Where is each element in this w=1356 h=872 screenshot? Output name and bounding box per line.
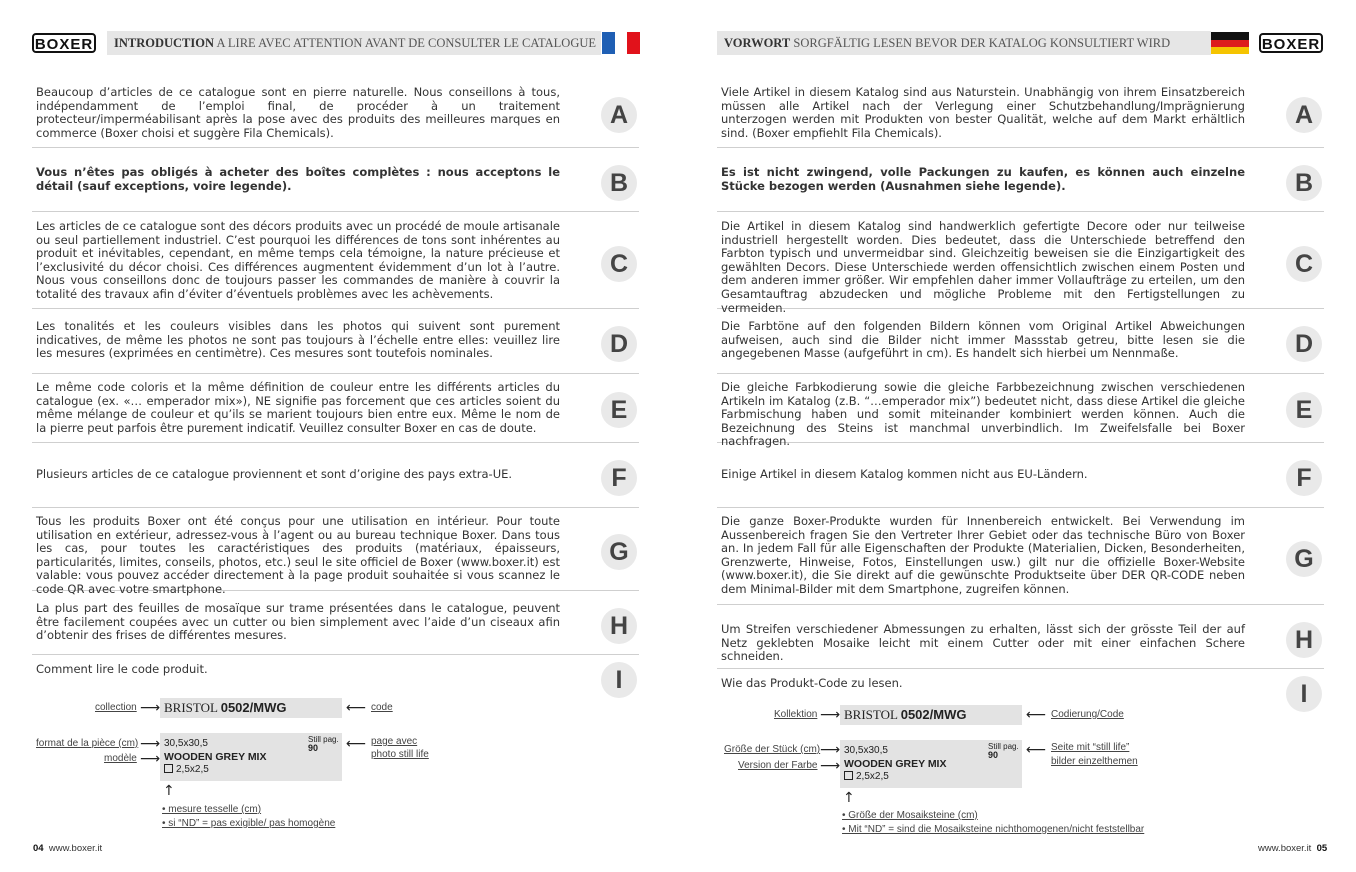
still-life-page	[308, 735, 339, 753]
section-letter-badge: D	[1286, 326, 1322, 362]
section-text: Die Farbtöne auf den folgenden Bildern können vom Original Artikel Abweichungen aufweisen, auch sind die Bilder nicht immer Massstab getreu, bitte lesen sie die angegebenen Masse (aufgeführt in cm). Es handelt sich hierbei um Nennmaße.	[721, 319, 1245, 361]
arrow-right-icon: ⟶	[820, 758, 841, 774]
section-d	[32, 309, 639, 374]
section-b	[717, 148, 1324, 212]
section-letter-badge: G	[601, 534, 637, 570]
nd-note: • si “ND” = pas exigible/ pas homogène	[162, 818, 336, 829]
product-code: 0502/MWG	[220, 700, 287, 715]
right-page	[678, 0, 1356, 872]
tessera-size	[844, 771, 889, 782]
arrow-up-icon: ↑	[843, 790, 855, 806]
header-title: INTRODUCTION	[114, 36, 215, 50]
arrow-left-icon: ⟵	[1026, 742, 1047, 758]
section-text: Viele Artikel in diesem Katalog sind aus Naturstein. Unabhängig von ihrem Einsatzbereich müssen alle Artikel nach der Verlegung einer Schutzbehandlung/Imprägnierung unterzogen werden mit Produkten von bester Qualität, welche auf dem Markt erhältlich sind. (Boxer empfiehlt Fila Chemicals).	[721, 85, 1245, 140]
still-life-page	[988, 742, 1019, 760]
arrow-up-icon: ↑	[163, 783, 175, 799]
tessera-note: • Größe der Mosaiksteine (cm)	[842, 810, 978, 821]
page-footer	[33, 843, 102, 854]
section-letter-badge: F	[1286, 460, 1322, 496]
code-label: Codierung/Code	[1051, 709, 1124, 720]
section-a	[717, 80, 1324, 148]
section-text: Die ganze Boxer-Produkte wurden für Innenbereich entwickelt. Bei Verwendung im Aussenbereich fragen Sie den Vertreter Ihrer Gebiet oder das technische Büro von Boxer an. In jedem Fall für alle Eigenschaften der Produkte (Materialien, Dicken, Besonderheiten, Grenzwerte, Hinweise, Fotos, Einstellungen usw.) gilt nur die offizielle Boxer-Website (www.boxer.it), die Sie direkt auf die gewünschte Produktseite über DER QR-CODE neben dem Minimal-Bilder mit dem Smartphone, zugreifen können.	[721, 514, 1245, 596]
product-code-box	[840, 705, 1022, 725]
still-page-number: 90	[308, 743, 319, 753]
page-header	[107, 31, 601, 55]
france-flag-icon	[602, 32, 640, 54]
section-g	[32, 508, 639, 596]
section-f	[717, 443, 1324, 508]
arrow-left-icon: ⟵	[1026, 707, 1047, 723]
section-d	[717, 309, 1324, 374]
section-text: Die gleiche Farbkodierung sowie die gleiche Farbbezeichnung zwischen verschiedenen Artikeln im Katalog (z.B. “…emperador mix”) bedeutet nicht, dass diese Artikel die gleiche Farbmischung haben und somit miteinander kombiniert werden können. Auch die Bezeichnung des Steins ist manchmal unverbindlich. Im Zweifelsfalle bei Boxer nachfragen.	[721, 380, 1245, 449]
product-name: WOODEN GREY MIX	[164, 751, 267, 763]
product-name: WOODEN GREY MIX	[844, 758, 947, 770]
arrow-right-icon: ⟶	[820, 707, 841, 723]
arrow-right-icon: ⟶	[140, 736, 161, 752]
page-number: 05	[1316, 843, 1328, 854]
arrow-right-icon: ⟶	[140, 700, 161, 716]
section-letter-badge: A	[1286, 97, 1322, 133]
section-text: Es ist nicht zwingend, volle Packungen zu kaufen, es können auch einzelne Stücke bezogen werden (Ausnahmen siehe legende).	[721, 165, 1245, 193]
section-c	[717, 212, 1324, 315]
arrow-left-icon: ⟵	[346, 736, 367, 752]
page-number: 04	[33, 843, 44, 854]
section-text: Plusieurs articles de ce catalogue proviennent et sont d’origine des pays extra-UE.	[36, 467, 513, 481]
nd-note: • Mit “ND” = sind die Mosaiksteine nichthomogenen/nicht feststellbar	[842, 824, 1145, 835]
header-subtitle: A LIRE AVEC ATTENTION AVANT DE CONSULTER LE CATALOGUE	[216, 36, 597, 50]
collection-label: Kollektion	[774, 709, 818, 720]
page-footer	[1258, 843, 1327, 854]
section-f	[32, 443, 639, 508]
header-title: VORWORT	[724, 36, 791, 50]
arrow-right-icon: ⟶	[820, 742, 841, 758]
header-subtitle: SORGFÄLTIG LESEN BEVOR DER KATALOG KONSULTIERT WIRD	[793, 36, 1171, 50]
product-detail-box	[160, 733, 342, 781]
section-g	[717, 508, 1324, 605]
model-label: Version der Farbe	[738, 760, 818, 771]
model-label: modèle	[104, 753, 137, 764]
section-text: Les articles de ce catalogue sont des décors produits avec un procédé de moule artisanale ou seul partiellement industriel. C’est pourquoi les différences de tons sont inhérentes au produit et inévitables, cependant, en même temps cela témoigne, la nature précieuse et l’exclusivité du décor choisi. Ces différences augmentent évidemment d’un lot à l’autre. Nous vous conseillons donc de toujours passer les commandes de manière à couvrir la totalité des travaux afin d’éviter d’éventuels problèmes avec les achèvements.	[36, 219, 560, 301]
germany-flag-icon	[1211, 32, 1249, 54]
tessera-value: 2,5x2,5	[856, 771, 889, 782]
product-detail-box	[840, 740, 1022, 788]
product-size: 30,5x30,5	[844, 745, 888, 756]
section-letter-badge: C	[1286, 246, 1322, 282]
footer-url: www.boxer.it	[48, 843, 103, 854]
arrow-right-icon: ⟶	[140, 751, 161, 767]
page-label-line-2: bilder einzelthemen	[1051, 756, 1138, 767]
section-text: Le même code coloris et la même définition de couleur entre les différents articles du catalogue (ex. «… emperador mix»), NE signifie pas forcement que ces articles soient du même mélange de couleur et qu’ils se marient toujours bien entre eux. Même le nom de la pierre peut parfois être purement indicatif. Veuillez consulter Boxer en cas de doute.	[36, 380, 560, 435]
boxer-logo: BOXER	[1259, 33, 1323, 53]
section-text: Tous les produits Boxer ont été conçus pour une utilisation en intérieur. Pour toute utilisation en extérieur, adressez-vous à l’agent ou au bureau technique Boxer. Dans tous les cas, pour toutes les caractéristiques des produits (matériaux, épaisseurs, particularités, limites, conseils, photos, etc.) seul le site officiel de Boxer (www.boxer.it) est valable: vous pouvez accéder directement à la page produit souhaitée si vous scannez le code QR avec votre smartphone.	[36, 514, 560, 596]
section-text: Beaucoup d’articles de ce catalogue sont en pierre naturelle. Nous conseillons à tous, indépendamment de l’emploi final, de procéder à un traitement protecteur/imperméabilisant après la pose avec des produits des meilleures marques en commerce (Boxer choisi et suggère Fila Chemicals).	[36, 85, 560, 140]
collection-name: BRISTOL	[844, 707, 898, 722]
collection-name: BRISTOL	[164, 700, 218, 715]
section-e	[717, 374, 1324, 449]
product-size: 30,5x30,5	[164, 738, 208, 749]
section-letter-badge: H	[1286, 622, 1322, 658]
collection-label: collection	[95, 702, 137, 713]
section-letter-badge: B	[1286, 165, 1322, 201]
arrow-left-icon: ⟵	[346, 700, 367, 716]
product-code-box	[160, 698, 342, 718]
section-text: Les tonalités et les couleurs visibles dans les photos qui suivent sont purement indicatives, de même les photos ne sont pas toujours à l’échelle entre elles: veuillez lire les mesures (exprimées en centimètre). Ces mesures sont toutefois nominales.	[36, 319, 560, 361]
square-icon	[844, 771, 853, 780]
still-label: Still pag.	[988, 742, 1019, 751]
section-c	[32, 212, 639, 309]
section-letter-badge: F	[601, 460, 637, 496]
section-h	[717, 605, 1324, 669]
section-text: Einige Artikel in diesem Katalog kommen nicht aus EU-Ländern.	[721, 467, 1088, 481]
section-letter-badge: D	[601, 326, 637, 362]
still-page-number: 90	[988, 750, 999, 760]
section-letter-badge: I	[601, 662, 637, 698]
size-label: format de la pièce (cm)	[36, 738, 139, 749]
page-label-line-1: page avec	[371, 736, 418, 747]
section-text: Comment lire le code produit.	[36, 662, 208, 676]
still-label: Still pag.	[308, 735, 339, 744]
section-b	[32, 148, 639, 212]
section-letter-badge: H	[601, 608, 637, 644]
section-text: La plus part des feuilles de mosaïque sur trame présentées dans le catalogue, peuvent être facilement coupées avec un cutter ou bien simplement avec l’aide d’un ciseaux afin d’obtenir des frises de différentes mesures.	[36, 601, 560, 643]
boxer-logo: BOXER	[32, 33, 96, 53]
code-label: code	[371, 702, 393, 713]
section-letter-badge: E	[601, 392, 637, 428]
size-label: Größe der Stück (cm)	[724, 744, 821, 755]
section-text: Die Artikel in diesem Katalog sind handwerklich gefertigte Decore oder nur teilweise industriell hergestellt worden. Dies bedeutet, dass die Unterschiede betreffend den Farbton typisch und unvermeidbar sind. Gleichzeitig beweisen sie die Einzigartigkeit des gewählten Decors. Diese Unterschiede werden offensichtlich zwischen einem Posten und dem anderen immer größer. Wir empfehlen daher immer Vollaufträge zu erteilen, um den Gesamtauftrag abzudecken und mögliche Probleme mit den Fertigstellungen zu vermeiden.	[721, 219, 1245, 315]
section-text: Um Streifen verschiedener Abmessungen zu erhalten, lässt sich der grösste Teil der auf Netz geklebten Mosaike leicht mit einem Cutter oder mit einer einfachen Schere schneiden.	[721, 622, 1245, 664]
section-a	[32, 80, 639, 148]
tessera-note: • mesure tesselle (cm)	[162, 804, 262, 815]
section-letter-badge: I	[1286, 676, 1322, 712]
tessera-size	[164, 764, 209, 775]
tessera-value: 2,5x2,5	[176, 764, 209, 775]
section-letter-badge: G	[1286, 541, 1322, 577]
section-text: Wie das Produkt-Code zu lesen.	[721, 676, 903, 690]
section-letter-badge: B	[601, 165, 637, 201]
square-icon	[164, 764, 173, 773]
page-label-line-1: Seite mit “still life”	[1051, 742, 1130, 753]
product-code: 0502/MWG	[900, 707, 967, 722]
section-letter-badge: A	[601, 97, 637, 133]
section-letter-badge: C	[601, 246, 637, 282]
section-letter-badge: E	[1286, 392, 1322, 428]
page-header	[717, 31, 1211, 55]
section-text: Vous n’êtes pas obligés à acheter des boîtes complètes : nous acceptons le détail (sauf exceptions, voire legende).	[36, 165, 560, 193]
footer-url: www.boxer.it	[1258, 843, 1312, 854]
section-e	[32, 374, 639, 443]
section-h	[32, 591, 639, 655]
page-label-line-2: photo still life	[371, 749, 429, 760]
